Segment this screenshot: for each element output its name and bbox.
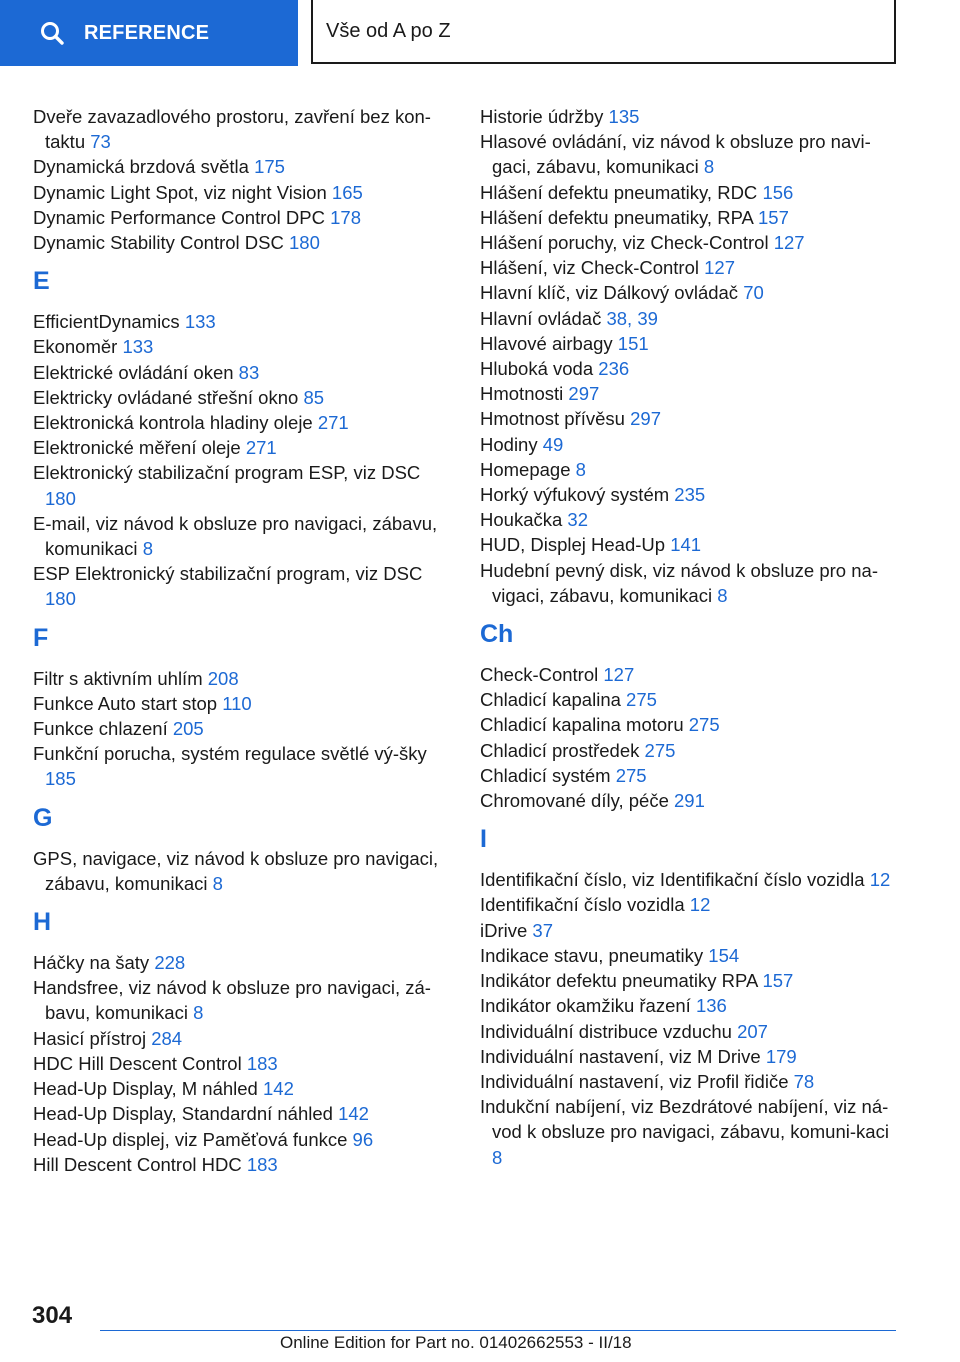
index-entry	[480, 482, 900, 507]
index-entry-text: GPS, navigace, viz návod k obsluze pro navigaci, zábavu, komunikaci	[33, 847, 439, 894]
index-entry-text: ESP Elektronický stabilizační program, viz DSC	[33, 563, 423, 585]
index-entry-text: Chladicí prostředek	[480, 739, 640, 761]
page-reference-link[interactable]: 236	[598, 358, 630, 380]
page-reference-link[interactable]: 175	[254, 156, 285, 178]
page-reference-link[interactable]: 142	[338, 1103, 369, 1125]
page-reference-link[interactable]: 157	[758, 206, 789, 228]
index-entry-text: Hlášení poruchy, viz Check-Control	[480, 232, 769, 254]
section-title-box	[311, 0, 896, 64]
page-reference-link[interactable]: 208	[207, 667, 239, 689]
index-entry-text: Hlavové airbagy	[480, 332, 613, 354]
index-entry	[480, 432, 900, 457]
page-reference-link[interactable]: 70	[743, 282, 764, 304]
index-entry	[480, 180, 900, 205]
index-entry-text: Indikátor defektu pneumatiky RPA	[480, 970, 758, 992]
index-entry-text: Ekonoměr	[33, 336, 118, 358]
index-entry-text: Elektronický stabilizační program ESP, viz DSC	[33, 462, 421, 484]
index-entry	[33, 309, 443, 334]
index-entry-text: Individuální nastavení, viz M Drive	[480, 1045, 761, 1067]
page-reference-link[interactable]: 110	[222, 692, 252, 714]
index-entry-text: HUD, Displej Head-Up	[480, 534, 666, 556]
page-reference-link[interactable]: 180	[45, 487, 76, 509]
index-entry-text: Indikace stavu, pneumatiky	[480, 944, 704, 966]
index-letter-heading: F	[33, 623, 49, 652]
page-reference-link[interactable]: 275	[644, 739, 676, 761]
index-entry	[480, 687, 900, 712]
page-reference-link[interactable]: 8	[717, 584, 728, 606]
index-entry	[33, 846, 443, 896]
reference-label: REFERENCE	[84, 21, 210, 44]
index-column-left	[33, 104, 443, 1177]
index-entry	[33, 666, 443, 691]
index-entry	[480, 788, 900, 813]
index-letter-heading: Ch	[480, 620, 514, 649]
index-entry-text: Dynamic Light Spot, viz night Vision	[33, 181, 327, 203]
page-reference-link[interactable]: 165	[331, 181, 363, 203]
page-reference-link[interactable]: 180	[45, 588, 76, 610]
index-entry	[480, 968, 900, 993]
page-reference-link[interactable]: 8	[212, 872, 223, 894]
index-entry	[480, 1069, 900, 1094]
index-entry	[480, 558, 900, 608]
index-entry	[33, 741, 443, 791]
index-entry	[33, 1076, 443, 1101]
index-entry	[33, 716, 443, 741]
page-reference-link[interactable]: 178	[330, 206, 361, 228]
index-entry	[33, 180, 443, 205]
index-entry	[480, 129, 900, 179]
page-reference-link[interactable]: 96	[352, 1128, 374, 1150]
index-entry-text: Identifikační číslo vozidla	[480, 894, 685, 916]
index-entry-text: EfficientDynamics	[33, 311, 180, 333]
index-entry-text: Hlavní klíč, viz Dálkový ovládač	[480, 282, 739, 304]
page-reference-link[interactable]: 8	[575, 458, 586, 480]
page-reference-link[interactable]: 156	[762, 181, 794, 203]
page-reference-link[interactable]: 49	[542, 433, 564, 455]
page-number: 304	[32, 1302, 73, 1329]
footer-divider	[100, 1330, 896, 1331]
page-reference-link[interactable]: 38, 39	[606, 307, 658, 329]
index-entry	[480, 280, 900, 305]
index-entry-text: Individuální nastavení, viz Profil řidiče	[480, 1070, 789, 1092]
index-entry-text: Hluboká voda	[480, 358, 594, 380]
page-reference-link[interactable]: 275	[688, 714, 720, 736]
index-entry-text: Horký výfukový systém	[480, 484, 670, 506]
reference-tab[interactable]	[0, 0, 298, 66]
index-column-right	[480, 104, 900, 1170]
page-reference-link[interactable]: 12	[689, 894, 711, 916]
index-entry	[33, 561, 443, 611]
index-entry-text: Head-Up Display, M náhled	[33, 1078, 258, 1100]
index-entry	[33, 1127, 443, 1152]
index-entry	[33, 975, 443, 1025]
index-entry-text: Elektronické měření oleje	[33, 437, 241, 459]
index-entry-text: Hasicí přístroj	[33, 1027, 147, 1049]
index-entry-text: Indikátor okamžiku řazení	[480, 995, 691, 1017]
index-entry-text: Chladicí kapalina	[480, 689, 621, 711]
page-reference-link[interactable]: 8	[142, 538, 153, 560]
index-letter-heading: E	[33, 267, 50, 296]
index-entry	[480, 867, 900, 892]
page-reference-link[interactable]: 154	[708, 944, 740, 966]
index-entry-text: Hmotnost přívěsu	[480, 408, 625, 430]
index-entry-text: Hudební pevný disk, viz návod k obsluze pro na-vigaci, zábavu, komunikaci	[480, 559, 878, 606]
index-entry	[33, 435, 443, 460]
page-reference-link[interactable]: 183	[246, 1153, 278, 1175]
page-reference-link[interactable]: 183	[246, 1052, 278, 1074]
page-reference-link[interactable]: 8	[193, 1002, 204, 1024]
index-entry-text: Hill Descent Control HDC	[33, 1153, 242, 1175]
index-entry-text: Hlášení defektu pneumatiky, RDC	[480, 181, 758, 203]
index-entry	[33, 360, 443, 385]
index-entry	[33, 104, 443, 154]
index-entry	[33, 460, 443, 510]
index-entry	[480, 1019, 900, 1044]
page-reference-link[interactable]: 85	[303, 386, 325, 408]
page-reference-link[interactable]: 83	[238, 361, 260, 383]
page-header	[0, 0, 960, 66]
index-entry-text: iDrive	[480, 919, 528, 941]
page-reference-link[interactable]: 151	[617, 332, 649, 354]
index-entry	[480, 381, 900, 406]
index-entry-text: Hmotnosti	[480, 383, 564, 405]
page-reference-link[interactable]: 297	[568, 383, 600, 405]
index-entry	[480, 662, 900, 687]
index-entry	[480, 1094, 900, 1170]
page-reference-link[interactable]: 8	[703, 156, 715, 178]
index-entry	[480, 331, 900, 356]
index-entry-text: Hlasové ovládání, viz návod k obsluze pro navi-gaci, zábavu, komunikaci	[480, 131, 871, 178]
index-entry	[480, 763, 900, 788]
page-reference-link[interactable]: 185	[45, 768, 76, 790]
index-letter-heading: I	[480, 825, 487, 854]
index-entry	[480, 738, 900, 763]
index-entry	[33, 230, 443, 255]
index-entry-text: Indukční nabíjení, viz Bezdrátové nabíjení, viz ná-vod k obsluze pro navigaci, zábavu, komuni-kaci	[480, 1096, 889, 1143]
index-entry	[480, 205, 900, 230]
index-entry-text: Handsfree, viz návod k obsluze pro navigaci, zá-bavu, komunikaci	[33, 977, 431, 1024]
index-entry	[33, 410, 443, 435]
index-entry-text: Hlášení defektu pneumatiky, RPA	[480, 206, 753, 228]
section-title: Vše od A po Z	[326, 19, 451, 42]
index-entry-text: Dynamická brzdová světla	[33, 156, 249, 178]
index-entry	[480, 532, 900, 557]
index-entry	[480, 255, 900, 280]
index-entry	[480, 918, 900, 943]
page-reference-link[interactable]: 205	[172, 718, 204, 740]
page-reference-link[interactable]: 32	[567, 509, 588, 531]
index-entry	[33, 511, 443, 561]
page-reference-link[interactable]: 136	[695, 995, 727, 1017]
index-entry-text: E-mail, viz návod k obsluze pro navigaci, zábavu, komunikaci	[33, 512, 438, 560]
page-reference-link[interactable]: 228	[154, 952, 186, 974]
index-entry	[480, 356, 900, 381]
index-entry	[480, 943, 900, 968]
index-entry	[480, 712, 900, 737]
index-entry-text: Homepage	[480, 458, 571, 480]
index-entry	[33, 1026, 443, 1051]
page-reference-link[interactable]: 291	[674, 790, 705, 812]
index-entry-text: Hlášení, viz Check-Control	[480, 257, 699, 279]
page-reference-link[interactable]: 275	[626, 689, 657, 711]
index-entry-text: Chromované díly, péče	[480, 790, 669, 812]
index-entry	[480, 104, 900, 129]
index-entry-text: Funkce chlazení	[33, 718, 168, 740]
index-entry	[33, 1101, 443, 1126]
page-reference-link[interactable]: 179	[765, 1045, 797, 1067]
index-entry-text: Funkční porucha, systém regulace světlé vý-šky	[33, 743, 427, 765]
page-reference-link[interactable]: 135	[608, 106, 640, 127]
index-entry-text: Chladicí kapalina motoru	[480, 714, 684, 736]
index-entry-text: Head-Up displej, viz Paměťová funkce	[33, 1128, 348, 1150]
page-reference-link[interactable]: 127	[603, 664, 635, 686]
page-reference-link[interactable]: 284	[151, 1027, 183, 1049]
page-reference-link[interactable]: 142	[263, 1078, 294, 1100]
index-entry-text: Háčky na šaty	[33, 952, 150, 974]
page-reference-link[interactable]: 271	[245, 437, 277, 459]
index-entry-text: Identifikační číslo, viz Identifikační číslo vozidla	[480, 869, 865, 891]
search-icon	[40, 21, 64, 45]
index-entry-text: Hlavní ovládač	[480, 307, 602, 329]
index-entry-text: Chladicí systém	[480, 764, 611, 786]
page-reference-link[interactable]: 297	[630, 408, 661, 430]
page-reference-link[interactable]: 8	[492, 1146, 503, 1168]
page-reference-link[interactable]: 157	[762, 970, 794, 992]
index-entry	[480, 993, 900, 1018]
page-reference-link[interactable]: 78	[793, 1070, 815, 1092]
index-entry	[480, 892, 900, 917]
page-reference-link[interactable]: 73	[90, 131, 111, 153]
page-reference-link[interactable]: 271	[317, 412, 349, 434]
index-entry-text: Funkce Auto start stop	[33, 692, 218, 714]
page-reference-link[interactable]: 133	[122, 336, 154, 358]
index-entry	[480, 406, 900, 431]
index-entry	[480, 457, 900, 482]
page-reference-link[interactable]: 37	[532, 919, 553, 941]
page-reference-link[interactable]: 235	[674, 484, 706, 506]
index-letter-heading: G	[33, 803, 53, 832]
index-entry-text: Houkačka	[480, 509, 563, 531]
index-entry	[33, 154, 443, 179]
page-reference-link[interactable]: 127	[773, 232, 805, 254]
index-entry	[33, 205, 443, 230]
index-entry-text: Elektrické ovládání oken	[33, 361, 234, 383]
index-entry	[33, 1051, 443, 1076]
index-entry-text: Check-Control	[480, 664, 599, 686]
page-reference-link[interactable]: 180	[289, 232, 320, 254]
index-entry	[33, 385, 443, 410]
index-entry-text: Head-Up Display, Standardní náhled	[33, 1103, 333, 1125]
index-entry-text: Elektronická kontrola hladiny oleje	[33, 412, 313, 434]
page-reference-link[interactable]: 127	[704, 257, 736, 279]
index-entry-text: Individuální distribuce vzduchu	[480, 1020, 732, 1042]
index-entry-text: Dynamic Stability Control DSC	[33, 232, 284, 254]
index-entry	[33, 334, 443, 359]
index-entry-text: Historie údržby	[480, 106, 604, 127]
index-entry	[33, 950, 443, 975]
edition-note: Online Edition for Part no. 01402662553 - II/18	[280, 1333, 632, 1352]
index-entry	[33, 1152, 443, 1177]
index-entry	[480, 1044, 900, 1069]
index-entry	[480, 507, 900, 532]
index-letter-heading: H	[33, 908, 52, 937]
page-reference-link[interactable]: 207	[737, 1020, 768, 1042]
index-entry-text: Dynamic Performance Control DPC	[33, 206, 325, 228]
index-entry-text: Elektricky ovládané střešní okno	[33, 386, 299, 408]
index-entry	[480, 230, 900, 255]
index-entry	[33, 691, 443, 716]
index-entry-text: Filtr s aktivním uhlím	[33, 667, 203, 689]
page-reference-link[interactable]: 133	[184, 311, 216, 333]
index-entry-text: Dveře zavazadlového prostoru, zavření bez kon-taktu	[33, 106, 431, 153]
page-reference-link[interactable]: 275	[615, 764, 647, 786]
index-entry-text: Hodiny	[480, 433, 538, 455]
index-entry-text: HDC Hill Descent Control	[33, 1052, 242, 1074]
page-reference-link[interactable]: 12	[869, 869, 891, 891]
index-entry	[480, 306, 900, 331]
page-reference-link[interactable]: 141	[670, 534, 702, 556]
